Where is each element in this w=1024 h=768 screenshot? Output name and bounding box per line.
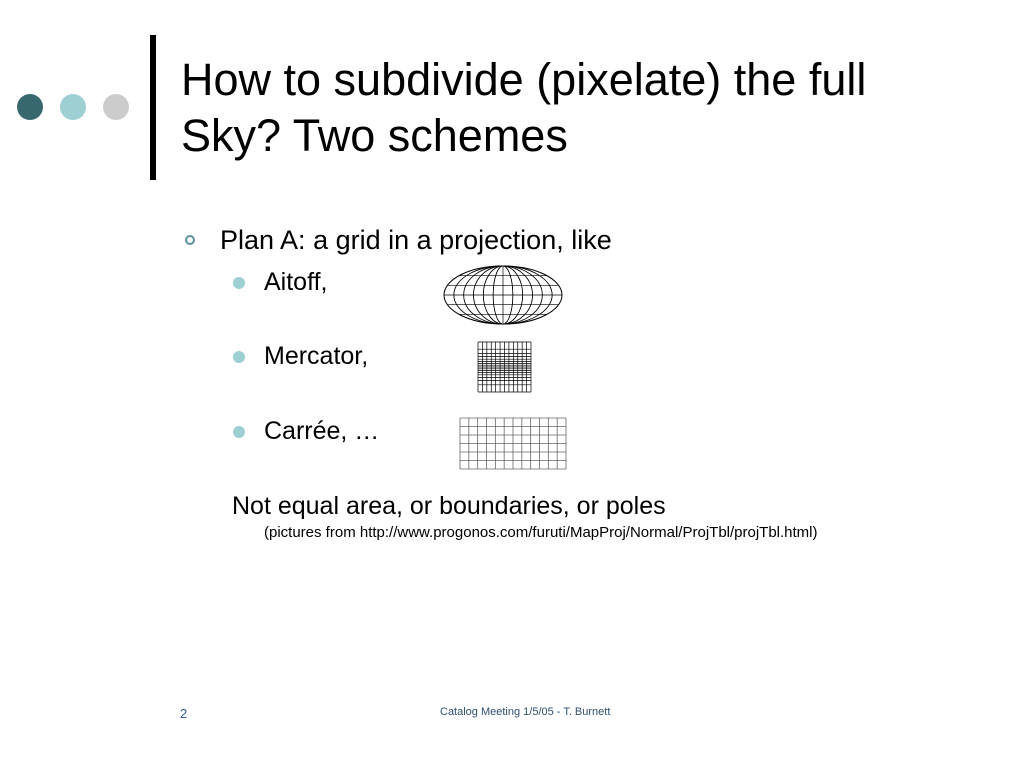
- mercator-projection-figure: [478, 342, 531, 392]
- slide-title-line-2: Sky? Two schemes: [181, 110, 568, 161]
- title-accent-bar: [150, 35, 156, 180]
- picture-source-note: (pictures from http://www.progonos.com/furuti/MapProj/Normal/ProjTbl/projTbl.html): [264, 524, 818, 541]
- page-number: 2: [180, 706, 188, 721]
- bullet-carree: Carrée, …: [264, 417, 380, 445]
- decor-dot-gray: [103, 94, 129, 120]
- bullet-mercator: Mercator,: [264, 342, 369, 370]
- carree-projection-figure: [460, 418, 566, 469]
- bullet-ring-icon: [185, 235, 195, 245]
- bullet-dot-icon: [233, 426, 245, 438]
- slide-title-line-1: How to subdivide (pixelate) the full: [181, 54, 867, 105]
- aitoff-projection-figure: [443, 265, 563, 325]
- bullet-plan-a: Plan A: a grid in a projection, like: [220, 225, 612, 255]
- bullet-dot-icon: [233, 351, 245, 363]
- decor-dot-teal: [60, 94, 86, 120]
- decor-dot-dark: [17, 94, 43, 120]
- bullet-aitoff: Aitoff,: [264, 268, 328, 296]
- bullet-dot-icon: [233, 277, 245, 289]
- projection-limitations-note: Not equal area, or boundaries, or poles: [232, 492, 666, 520]
- footer-text: Catalog Meeting 1/5/05 - T. Burnett: [440, 706, 611, 718]
- slide-title: [181, 52, 981, 164]
